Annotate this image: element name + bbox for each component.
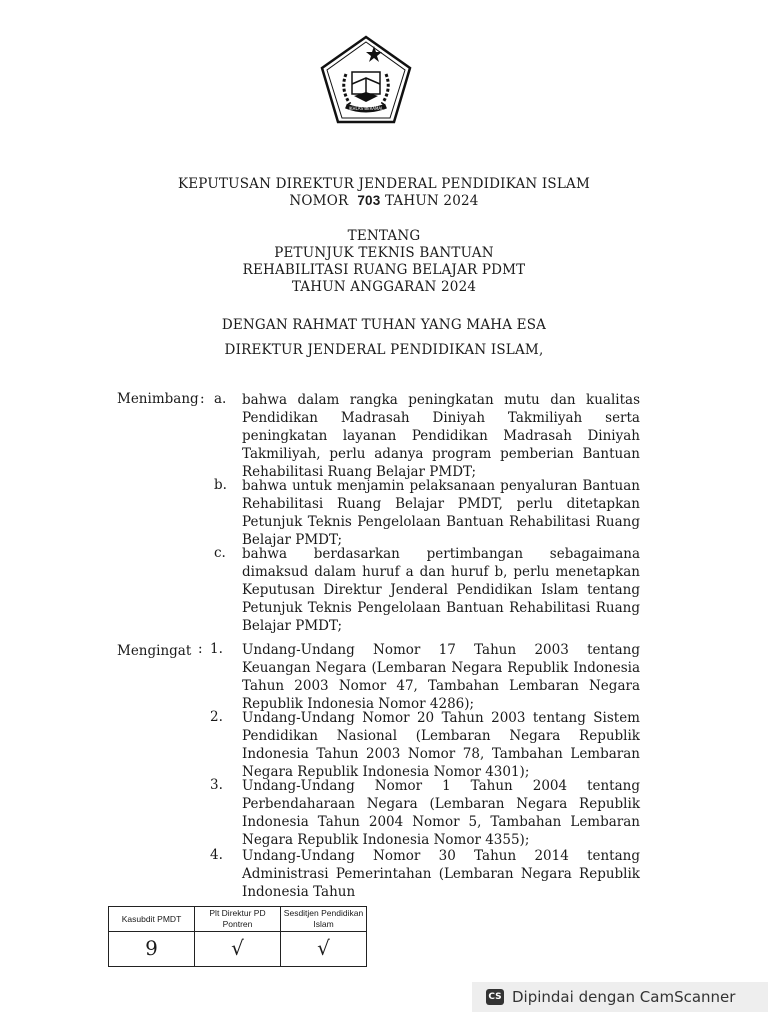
menimbang-marker-c: c. <box>214 545 226 561</box>
mengingat-item-2: Undang-Undang Nomor 20 Tahun 2003 tentang Sistem Pendidikan Nasional (Lembaran Negara Republik Indonesia Tahun 2003 Nomor 78, Tambahan Lembaran Negara Republik Indonesia Nomor 4301); <box>242 710 640 780</box>
kemenag-emblem-icon <box>318 34 414 126</box>
approval-header-direktur: Plt Direktur PD Pontren <box>195 907 281 932</box>
menimbang-item-c: bahwa berdasarkan pertimbangan sebagaimana dimaksud dalam huruf a dan huruf b, perlu menetapkan Keputusan Direktur Jenderal Pendidikan Islam tentang Petunjuk Teknis Pengelolaan Bantuan Rehabilitasi Ruang Belajar PMDT; <box>242 546 640 634</box>
subject-line-3: TAHUN ANGGARAN 2024 <box>291 279 477 295</box>
nomor-value: 703 <box>357 193 381 208</box>
approval-mark-cell-3 <box>281 932 367 967</box>
nomor-label: NOMOR <box>289 193 349 209</box>
tahun-value: 2024 <box>443 193 479 209</box>
mengingat-item-4: Undang-Undang Nomor 30 Tahun 2014 tentang Administrasi Pemerintahan (Lembaran Negara Republik Indonesia Tahun <box>242 848 640 900</box>
mengingat-marker-4: 4. <box>210 847 223 863</box>
decree-number-line <box>0 193 768 209</box>
camscanner-badge <box>472 982 768 1012</box>
emblem-ribbon-text: IKHLAS BERAMAL <box>348 106 384 111</box>
decree-title: KEPUTUSAN DIREKTUR JENDERAL PENDIDIKAN ISLAM <box>177 176 591 192</box>
menimbang-marker-a: a. <box>214 391 227 407</box>
tahun-label: TAHUN <box>384 193 439 209</box>
mengingat-colon: : <box>198 641 203 657</box>
tentang-heading: TENTANG <box>347 228 421 244</box>
subject-line-2: REHABILITASI RUANG BELAJAR PDMT <box>242 262 526 278</box>
mengingat-marker-2: 2. <box>210 709 223 725</box>
mengingat-marker-1: 1. <box>210 641 223 657</box>
subject-line-1: PETUNJUK TEKNIS BANTUAN <box>274 245 494 261</box>
menimbang-item-b: bahwa untuk menjamin pelaksanaan penyaluran Bantuan Rehabilitasi Ruang Belajar PMDT, perlu ditetapkan Petunjuk Teknis Pengelolaan Bantuan Rehabilitasi Ruang Belajar PMDT; <box>242 478 640 548</box>
approval-header-kasubdit: Kasubdit PMDT <box>109 907 195 932</box>
mengingat-item-3: Undang-Undang Nomor 1 Tahun 2004 tentang Perbendaharaan Negara (Lembaran Negara Republik Indonesia Tahun 2004 Nomor 5, Tambahan Lembaran Negara Republik Indonesia Nomor 4355); <box>242 778 640 848</box>
menimbang-item-a: bahwa dalam rangka peningkatan mutu dan kualitas Pendidikan Madrasah Diniyah Takmiliyah serta peningkatan layanan Pendidikan Madrasah Diniyah Takmiliyah, perlu adanya program pemberian Bantuan Rehabilitasi Ruang Belajar PMDT; <box>242 392 640 480</box>
camscanner-text: Dipindai dengan CamScanner <box>512 988 736 1006</box>
mengingat-item-1: Undang-Undang Nomor 17 Tahun 2003 tentang Keuangan Negara (Lembaran Negara Republik Indonesia Tahun 2003 Nomor 47, Tambahan Lembaran Negara Republik Indonesia Nomor 4286); <box>242 642 640 712</box>
approval-header-sesditjen: Sesditjen Pendidikan Islam <box>281 907 367 932</box>
paraf-mark-3: √ <box>317 936 330 960</box>
approval-mark-cell-1 <box>109 932 195 967</box>
menimbang-label: Menimbang <box>117 391 199 407</box>
paraf-mark-2: √ <box>231 936 244 960</box>
direktur-line: DIREKTUR JENDERAL PENDIDIKAN ISLAM, <box>224 342 544 358</box>
paraf-mark-1: 9 <box>145 936 158 960</box>
menimbang-colon: : <box>200 391 205 407</box>
approval-table <box>108 906 367 967</box>
rahmat-line: DENGAN RAHMAT TUHAN YANG MAHA ESA <box>221 317 547 333</box>
approval-mark-cell-2 <box>195 932 281 967</box>
menimbang-marker-b: b. <box>214 477 227 493</box>
camscanner-icon: CS <box>486 989 504 1005</box>
mengingat-marker-3: 3. <box>210 777 223 793</box>
mengingat-label: Mengingat <box>117 643 192 659</box>
